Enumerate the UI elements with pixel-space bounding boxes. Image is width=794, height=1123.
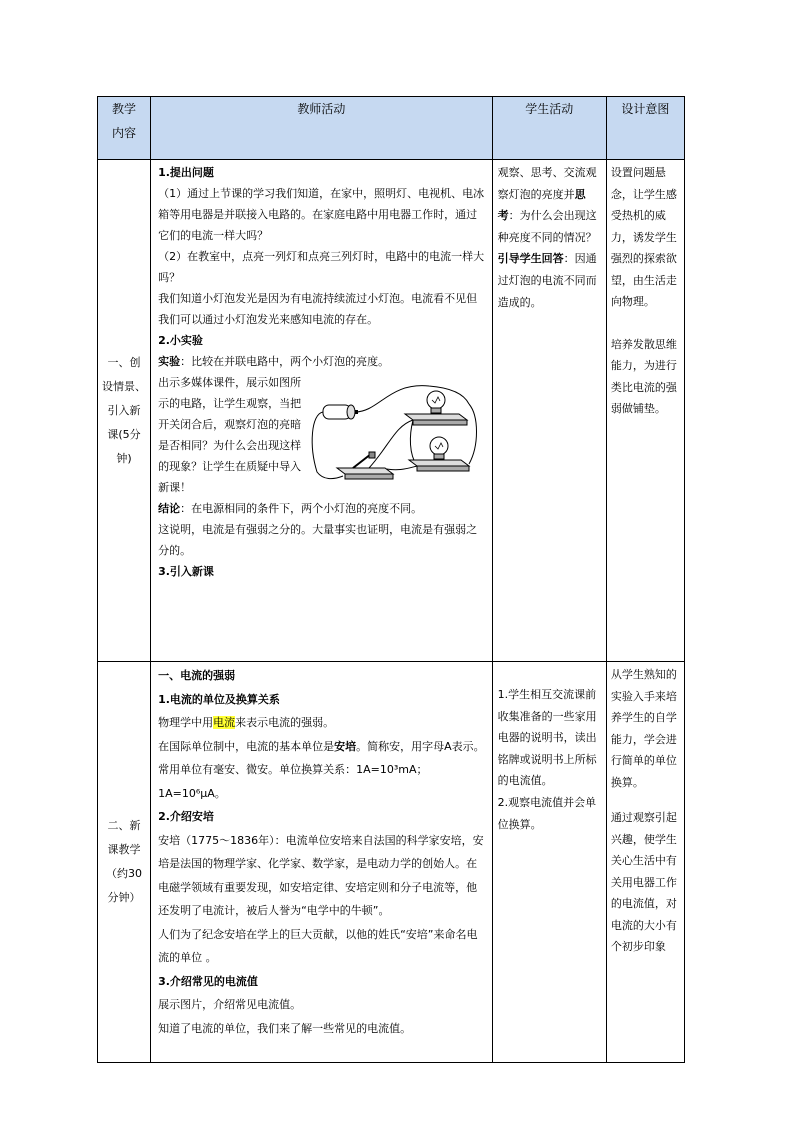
paragraph: 常用单位有毫安、微安。单位换算关系：1A=10³mA；1A=10⁶μA。 xyxy=(158,763,428,800)
paragraph: 人们为了纪念安培在学上的巨大贡献，以他的姓氏“安培”来命名电流的单位 。 xyxy=(158,927,478,964)
conclusion-line xyxy=(158,498,487,519)
conclusion-label: 结论 xyxy=(158,502,181,515)
guide-label: 引导学生回答 xyxy=(497,252,564,266)
text-run: 在国际单位制中，电流的基本单位是 xyxy=(158,739,335,753)
circuit-diagram-icon xyxy=(309,376,487,488)
teacher-activity-intro xyxy=(151,160,493,662)
header-design-intent xyxy=(606,97,684,160)
bold-term: 安培 xyxy=(334,739,357,753)
header-teacher-label: 教师活动 xyxy=(297,102,346,116)
stage-line: 一、创 xyxy=(107,355,141,369)
section-heading: 3.介绍常见的电流值 xyxy=(158,974,258,988)
row-introduction xyxy=(98,160,685,662)
switch-icon xyxy=(337,452,393,479)
section-heading: 2.介绍安培 xyxy=(158,810,214,823)
paragraph: （2）在教室中，点亮一列灯和点亮三列灯时，电路中的电流一样大吗？ xyxy=(158,250,485,284)
header-design-label: 设计意图 xyxy=(621,102,670,116)
design-paragraph: 从学生熟知的实验入手来培养学生的自学能力，学会进行简单的单位换算。 xyxy=(610,668,677,789)
stage-line: 课教学 xyxy=(107,843,141,856)
paragraph: 我们知道小灯泡发光是因为有电流持续流过小灯泡。电流看不见但我们可以通过小灯泡发光来感知电流的存在。 xyxy=(158,292,478,326)
paragraph: 知道了电流的单位，我们来了解一些常见的电流值。 xyxy=(158,1021,412,1035)
section-heading: 3.引入新课 xyxy=(158,565,214,578)
experiment-text: ：比较在并联电路中，两个小灯泡的亮度。 xyxy=(180,355,390,368)
student-activity-new xyxy=(492,662,606,1063)
header-content-line2: 内容 xyxy=(112,126,137,140)
text-run: 物理学中用 xyxy=(158,716,214,729)
conclusion-text: ：在电源相同的条件下，两个小灯泡的亮度不同。 xyxy=(180,502,423,515)
bulb-lower-icon xyxy=(409,437,469,471)
section-heading: 2.小实验 xyxy=(158,334,203,347)
stage-new-lesson xyxy=(98,662,151,1063)
stage-line: （约30 xyxy=(106,867,143,880)
experiment-label: 实验 xyxy=(158,355,181,368)
row-new-lesson xyxy=(98,662,685,1063)
paragraph: 这说明，电流是有强弱之分的。大量事实也证明，电流是有强弱之分的。 xyxy=(158,523,478,557)
think-label: 思考 xyxy=(497,187,586,223)
text-run: 。简称安，用字母A表示。 xyxy=(356,739,485,753)
student-paragraph: 2.观察电流值并会单位换算。 xyxy=(497,795,597,831)
paragraph: 出示多媒体课件，展示如图所示的电路，让学生观察，当把开关闭合后，观察灯泡的亮暗是否相同？为什么会出现这样的现象？让学生在质疑中导入新课！ xyxy=(158,376,302,494)
design-intent-intro xyxy=(606,160,684,662)
design-paragraph: 培养发散思维能力，为进行类比电流的强弱做铺垫。 xyxy=(610,337,677,415)
teacher-activity-new xyxy=(151,662,493,1063)
header-student-label: 学生活动 xyxy=(525,102,574,116)
student-paragraph xyxy=(498,162,602,248)
stage-line: 钟) xyxy=(116,451,132,465)
parallel-circuit-figure xyxy=(309,376,487,488)
header-row xyxy=(98,97,685,160)
design-intent-new xyxy=(606,662,684,1063)
bulb-upper-icon xyxy=(405,391,467,425)
lesson-plan-table xyxy=(97,96,685,1063)
student-text: 观察、思考、交流观察灯泡的亮度并 xyxy=(497,166,597,201)
student-text: ：因通过灯泡的电流不同而造成的。 xyxy=(497,252,597,309)
design-paragraph: 设置问题悬念，让学生感受热机的威力，诱发学生强烈的探索欲望，由生活走向物理。 xyxy=(610,166,677,308)
text-run: 来表示电流的强弱。 xyxy=(235,716,335,729)
header-student-activity xyxy=(492,97,606,160)
header-teacher-activity xyxy=(151,97,493,160)
paragraph xyxy=(158,735,487,759)
section-heading: 一、电流的强弱 xyxy=(158,669,236,682)
battery-icon xyxy=(323,405,358,419)
student-paragraph: 1.学生相互交流课前收集准备的一些家用电器的说明书，读出铭牌或说明书上所标的电流值。 xyxy=(497,688,597,788)
header-content xyxy=(98,97,151,160)
stage-line: 设情景、 xyxy=(102,379,147,393)
stage-line: 分钟） xyxy=(107,891,141,904)
section-heading: 1.提出问题 xyxy=(158,166,214,179)
paragraph: 展示图片，介绍常见电流值。 xyxy=(158,998,302,1011)
stage-introduction xyxy=(98,160,151,662)
design-paragraph: 通过观察引起兴趣，使学生关心生活中有关用电器工作的电流值，对电流的大小有个初步印象 xyxy=(610,811,677,953)
highlighted-term: 电流 xyxy=(213,716,236,729)
paragraph xyxy=(158,711,487,735)
experiment-line xyxy=(158,351,487,372)
section-heading: 1.电流的单位及换算关系 xyxy=(158,692,280,706)
stage-line: 课(5分 xyxy=(107,427,141,441)
stage-line: 引入新 xyxy=(107,403,141,417)
stage-line: 二、新 xyxy=(107,819,141,832)
paragraph: 安培（1775～1836年）：电流单位安培来自法国的科学家安培，安培是法国的物理学家、化学家、数学家，是电动力学的创始人。在电磁学领域有重要发现，如安培定律、安培定则和分子电流等，他还发明了电流计，被后人誉为“电学中的牛顿”。 xyxy=(158,833,484,917)
student-activity-intro xyxy=(492,160,606,662)
header-content-line1: 教学 xyxy=(112,102,137,116)
student-text: ：为什么会出现这种亮度不同的情况？ xyxy=(497,209,597,244)
student-paragraph xyxy=(498,248,602,313)
paragraph: （1）通过上节课的学习我们知道，在家中，照明灯、电视机、电冰箱等用电器是并联接入电路的。在家庭电路中用电器工作时，通过它们的电流一样大吗？ xyxy=(158,187,485,242)
